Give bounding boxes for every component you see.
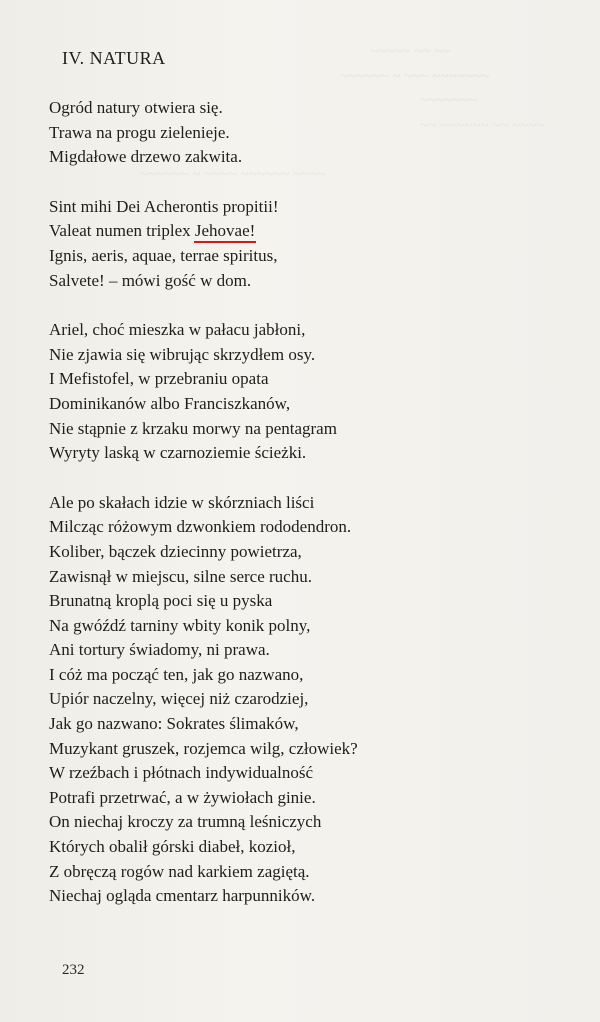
- poem-line: Ariel, choć mieszka w pałacu jabłoni,: [49, 320, 306, 340]
- poem-line: W rzeźbach i płótnach indywidualność: [49, 763, 314, 783]
- poem-line: Muzykant gruszek, rozjemca wilg, człowiek?: [49, 738, 358, 758]
- poem-line: Z obręczą rogów nad karkiem zagiętą.: [49, 861, 310, 881]
- poem-line: Których obalił górski diabeł, kozioł,: [49, 837, 296, 857]
- bleed-through-text: ~~~~~ ~~ ~~ ~~~~~~ ~ ~~~ ~~~~~~~ ~~~~~~~ ~~ ~~~~~~ ~~ ~~~~ ~~~~~~ ~ ~~~~ ~~~~~~ ~~~~: [140, 44, 545, 183]
- poem-line: Ignis, aeris, aquae, terrae spiritus,: [49, 245, 278, 265]
- poem-line: Potrafi przetrwać, a w żywiołach ginie.: [49, 787, 316, 807]
- poem-line: Ale po skałach idzie w skórzniach liści: [49, 492, 315, 512]
- poem-line: Ani tortury świadomy, ni prawa.: [49, 640, 270, 660]
- poem-line: Zawisnął w miejscu, silne serce ruchu.: [49, 566, 312, 586]
- poem-line: Salvete! – mówi gość w dom.: [49, 270, 252, 290]
- stanza-4: [49, 491, 569, 909]
- poem-line: Na gwóźdź tarniny wbity konik polny,: [49, 615, 311, 635]
- page-number: 232: [62, 962, 85, 978]
- section-heading: IV. NATURA: [62, 48, 166, 68]
- poem-body: [49, 96, 569, 934]
- poem-line: Brunatną kroplą poci się u pyska: [49, 591, 273, 611]
- poem-line-start: Valeat numen triplex: [49, 221, 195, 241]
- poem-line: Jak go nazwano: Sokrates ślimaków,: [49, 714, 299, 734]
- poem-line: On niechaj kroczy za trumną leśniczych: [49, 812, 322, 832]
- poem-line: Trawa na progu zieleniеje.: [49, 122, 230, 142]
- poem-line: I cóż ma począć ten, jak go nazwano,: [49, 664, 304, 684]
- poem-line: Niechaj ogląda cmentarz harpunników.: [49, 886, 316, 906]
- poem-line: Upiór naczelny, więcej niż czarodziej,: [49, 689, 309, 709]
- poem-line: Milcząc różowym dzwonkiem rododendron.: [49, 517, 352, 537]
- poem-line: Nie stąpnie z krzaku morwy na pentagram: [49, 418, 337, 438]
- poem-line: Wyryty laską w czarnoziemie ścieżki.: [49, 443, 307, 463]
- poem-line: Sint mihi Dei Acherontis propitii!: [49, 196, 279, 216]
- stanza-1: [49, 96, 569, 170]
- poem-line: [49, 219, 569, 244]
- poem-line: Ogród natury otwiera się.: [49, 98, 223, 117]
- highlighted-word: Jehovae!: [195, 219, 255, 244]
- poem-line: Migdałowe drzewo zakwita.: [49, 147, 243, 167]
- stanza-3: [49, 318, 569, 466]
- stanza-2: [49, 195, 569, 293]
- poem-line: Dominikanów albo Franciszkanów,: [49, 393, 291, 413]
- poem-line: I Mefistofel, w przebraniu opata: [49, 369, 269, 389]
- poem-line: Nie zjawia się wibrując skrzydłem osy.: [49, 344, 316, 364]
- poem-line: Koliber, bączek dziecinny powietrza,: [49, 541, 302, 561]
